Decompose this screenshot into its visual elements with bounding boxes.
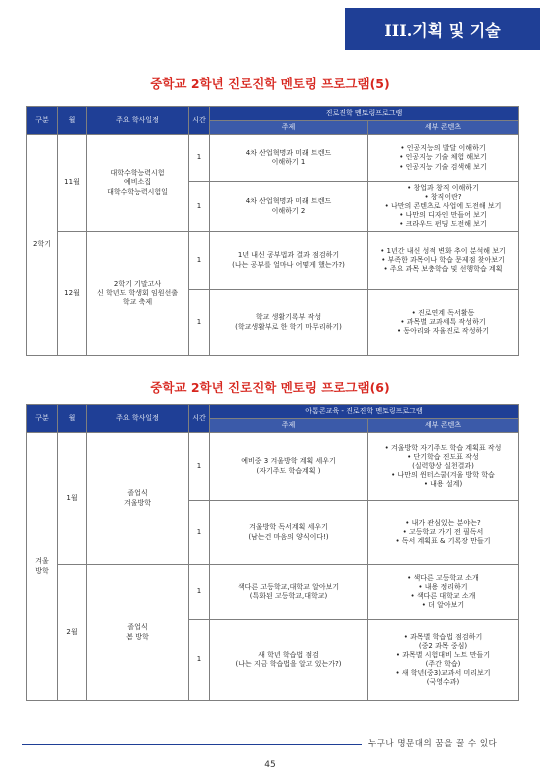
content-cell: • 진로연계 독서활동 • 과목별 교과세특 작성하기 • 동아리와 자율진로 작성하기 xyxy=(368,290,519,356)
footer-slogan: 누구나 명문대의 꿈을 꿀 수 있다 xyxy=(368,739,498,749)
schedule-cell: 2학기 기말고사 신 학년도 학생회 임원선출 학교 축제 xyxy=(87,232,189,356)
header-program: 진로진학 멘토링프로그램 xyxy=(210,107,519,121)
mentoring-table-6 xyxy=(26,404,519,701)
content-cell: • 인공지능의 발달 이해하기 • 인공지능 기술 체험 해보기 • 인공지능 기술 검색해 보기 xyxy=(368,135,519,182)
header-month: 월 xyxy=(58,107,87,135)
chapter-header xyxy=(345,8,540,50)
semester-cell: 2학기 xyxy=(27,135,58,356)
header-topic: 주제 xyxy=(210,419,368,433)
footer-divider xyxy=(22,744,362,745)
content-cell: • 색다른 고등학교 소개 • 내용 정리하기 • 색다른 대학교 소개 • 더 알아보기 xyxy=(368,565,519,620)
topic-cell: 새 학년 학습법 점검 (나는 지금 학습법을 알고 있는가?) xyxy=(210,620,368,701)
hours-cell: 1 xyxy=(189,565,210,620)
hours-cell: 1 xyxy=(189,501,210,565)
content-cell: • 1년간 내신 성적 변화 추이 분석해 보기 • 부족한 과목이나 학습 문제점 찾아보기 • 주요 과목 보충학습 및 선행학습 계획 xyxy=(368,232,519,290)
header-content: 세부 콘텐츠 xyxy=(368,121,519,135)
header-content: 세부 콘텐츠 xyxy=(368,419,519,433)
month-cell: 2월 xyxy=(58,565,87,701)
month-cell: 1월 xyxy=(58,433,87,565)
schedule-cell: 졸업식 봄 방학 xyxy=(87,565,189,701)
hours-cell: 1 xyxy=(189,620,210,701)
table-row xyxy=(27,135,519,182)
table2-title: 중학교 2학년 진로진학 멘토링 프로그램(6) xyxy=(150,380,390,395)
mentoring-table-5 xyxy=(26,106,519,356)
topic-cell: 4차 산업혁명과 미래 트렌드 이해하기 2 xyxy=(210,182,368,232)
chapter-title: III.기획 및 기술 xyxy=(384,20,501,40)
topic-cell: 예비중 3 겨울방학 계획 세우기 (자기주도 학습계획 ) xyxy=(210,433,368,501)
content-cell: • 겨울방학 자기주도 학습 계획표 작성 • 단기학습 진도표 작성 (실력향상 실천결과) • 나만의 윈터스쿨(겨울 방학 학습 • 내용 설계) xyxy=(368,433,519,501)
table-row xyxy=(27,232,519,290)
topic-cell: 겨울방학 독서계획 세우기 (남는건 마음의 양식이다!) xyxy=(210,501,368,565)
topic-cell: 색다른 고등학교,대학교 알아보기 (특화된 고등학교,대학교) xyxy=(210,565,368,620)
topic-cell: 학교 생활기록부 작성 (학교생활부로 한 학기 마무리하기) xyxy=(210,290,368,356)
hours-cell: 1 xyxy=(189,232,210,290)
hours-cell: 1 xyxy=(189,433,210,501)
hours-cell: 1 xyxy=(189,290,210,356)
content-cell: • 과목별 학습법 점검하기 (중2 과목 중심) • 과목별 시험대비 노트 만들기 (주간 학습) • 새 학년(중3)교과서 미리보기 (국영수과) xyxy=(368,620,519,701)
semester-cell: 겨울 방학 xyxy=(27,433,58,701)
table-row xyxy=(27,433,519,501)
header-program: 아톰콘교육 - 진로진학 멘토링프로그램 xyxy=(210,405,519,419)
month-cell: 11월 xyxy=(58,135,87,232)
hours-cell: 1 xyxy=(189,182,210,232)
header-division: 구분 xyxy=(27,405,58,433)
header-hours: 시간 xyxy=(189,405,210,433)
month-cell: 12월 xyxy=(58,232,87,356)
page-number: 45 xyxy=(264,760,276,770)
content-cell: • 창업과 창직 이해하기 • 창직이란? • 나만의 콘텐츠로 사업에 도전해 보기 • 나만의 디자인 만들어 보기 • 크라우드 펀딩 도전해 보기 xyxy=(368,182,519,232)
header-division: 구분 xyxy=(27,107,58,135)
schedule-cell: 졸업식 겨울방학 xyxy=(87,433,189,565)
table-row xyxy=(27,565,519,620)
content-cell: • 내가 관심있는 분야는? • 고등학교 가기 전 필독서 • 독서 계획표 & 기록장 만들기 xyxy=(368,501,519,565)
header-schedule: 주요 학사일정 xyxy=(87,405,189,433)
header-hours: 시간 xyxy=(189,107,210,135)
topic-cell: 1년 내신 공부법과 결과 점검하기 (나는 공부를 얼마나 어떻게 했는가?) xyxy=(210,232,368,290)
table1-title: 중학교 2학년 진로진학 멘토링 프로그램(5) xyxy=(150,76,390,91)
header-schedule: 주요 학사일정 xyxy=(87,107,189,135)
schedule-cell: 대학수학능력시험 예비소집 대학수학능력시험일 xyxy=(87,135,189,232)
hours-cell: 1 xyxy=(189,135,210,182)
topic-cell: 4차 산업혁명과 미래 트렌드 이해하기 1 xyxy=(210,135,368,182)
header-topic: 주제 xyxy=(210,121,368,135)
header-month: 월 xyxy=(58,405,87,433)
